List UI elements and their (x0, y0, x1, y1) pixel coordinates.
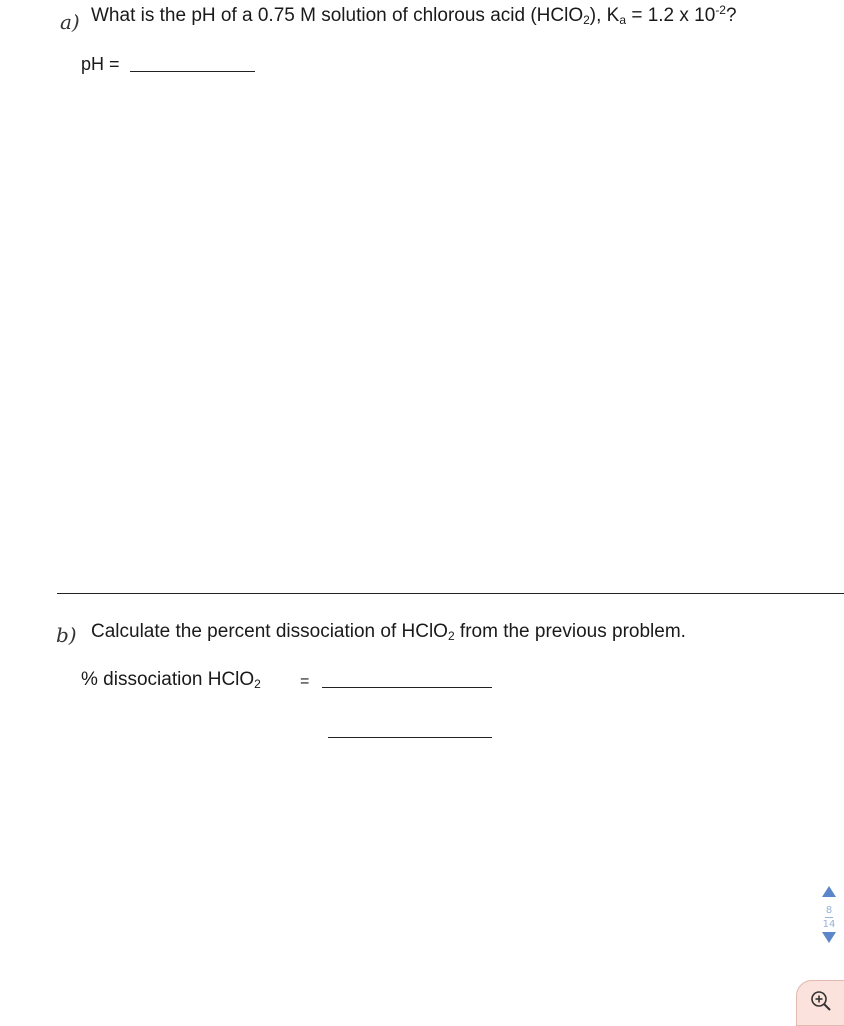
second-answer-blank[interactable] (328, 737, 492, 738)
question-a-text: What is the pH of a 0.75 M solution of chlorous acid (HClO$_2$), $K_a = 1.2$ x $10^{-2}$? (91, 3, 737, 27)
question-b-text: Calculate the percent dissociation of HClO$_2$ from the previous problem. (91, 621, 686, 643)
question-b-marker: b) (56, 623, 77, 647)
dissociation-answer-blank[interactable] (322, 687, 492, 688)
zoom-in-button[interactable] (796, 980, 844, 1026)
current-page: 8 (825, 905, 833, 916)
question-a-marker: a) (60, 10, 80, 34)
page-separator (825, 917, 833, 918)
total-pages: 14 (822, 919, 836, 930)
page-down-icon[interactable] (822, 932, 836, 943)
zoom-in-icon (810, 990, 832, 1017)
page-up-icon[interactable] (822, 886, 836, 897)
section-divider (57, 593, 844, 594)
ph-answer-label: pH = (81, 54, 120, 74)
pager (817, 886, 841, 943)
ph-answer-blank[interactable] (130, 71, 255, 72)
equals-sign: = (300, 673, 310, 690)
dissociation-answer-label: % dissociation HClO$_2$ (81, 669, 261, 691)
